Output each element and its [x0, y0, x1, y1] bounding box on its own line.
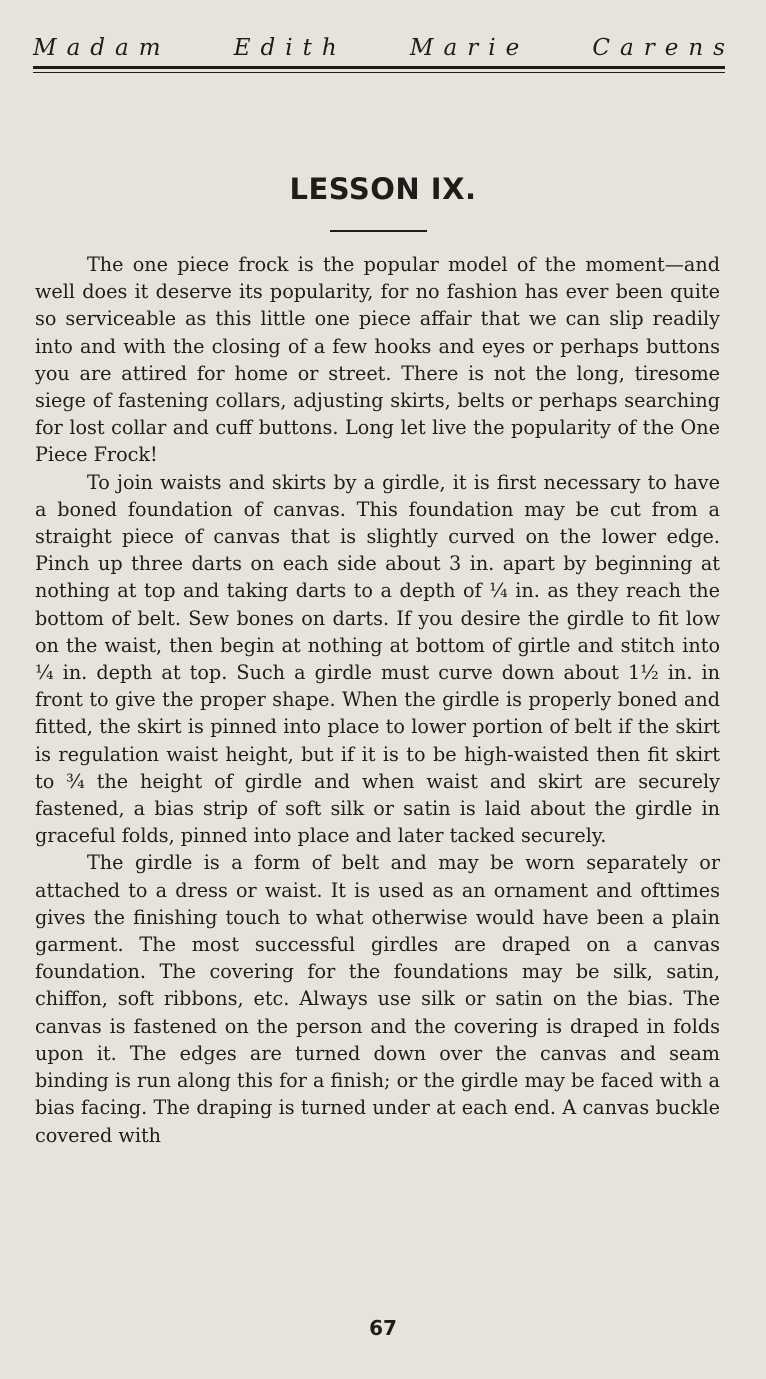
header-word-madam: M a d a m — [33, 35, 161, 61]
header-rule — [33, 66, 725, 73]
title-divider — [330, 230, 427, 232]
header-word-marie: M a r i e — [409, 35, 520, 61]
author-name — [33, 30, 725, 66]
paragraph: The one piece frock is the popular model of the moment—and well does it deserve its popularity, for no fashion has ever been quite so serviceable as this little one piece affair that we can slip readily into and with the closing of a few hooks and eyes or perhaps buttons you are attired for home or street. There is not the long, tiresome siege of fastening collars, adjusting skirts, belts or perhaps searching for lost collar and cuff buttons. Long let live the popularity of the One Piece Frock! — [35, 253, 720, 467]
lesson-body — [35, 251, 720, 1149]
header-word-edith: E d i t h — [233, 35, 337, 61]
lesson-title: LESSON IX. — [289, 172, 477, 206]
paragraph: To join waists and skirts by a girdle, it is first necessary to have a boned foundation of canvas. This foundation may be cut from a straight piece of canvas that is slightly curved on the lower edge. Pinch up three darts on each side about 3 in. apart by beginning at nothing at top and taking darts to a depth of ¼ in. as they reach the bottom of belt. Sew bones on darts. If you desire the girdle to fit low on the waist, then begin at nothing at bottom of girtle and stitch into ¼ in. depth at top. Such a girdle must curve down about 1½ in. in front to give the proper shape. When the girdle is properly boned and fitted, the skirt is pinned into place to lower portion of belt if the skirt is regulation waist height, but if it is to be high-waisted then fit skirt to ¾ the height of girdle and when waist and skirt are securely fastened, a bias strip of soft silk or satin is laid about the girdle in graceful folds, pinned into place and later tacked securely. — [35, 470, 720, 848]
page-number: 67 — [369, 1316, 397, 1340]
paragraph: The girdle is a form of belt and may be worn separately or attached to a dress or waist. It is used as an ornament and ofttimes gives the finishing touch to what otherwise would have been a plain garment. The most successful girdles are draped on a canvas foundation. The covering for the foundations may be silk, satin, chiffon, soft ribbons, etc. Always use silk or satin on the bias. The canvas is fastened on the person and the covering is draped in folds upon it. The edges are turned down over the canvas and seam binding is run along this for a finish; or the girdle may be faced with a bias facing. The draping is turned under at each end. A canvas buckle covered with — [35, 851, 720, 1147]
running-header — [33, 30, 725, 73]
header-word-carens: C a r e n s — [592, 35, 725, 61]
